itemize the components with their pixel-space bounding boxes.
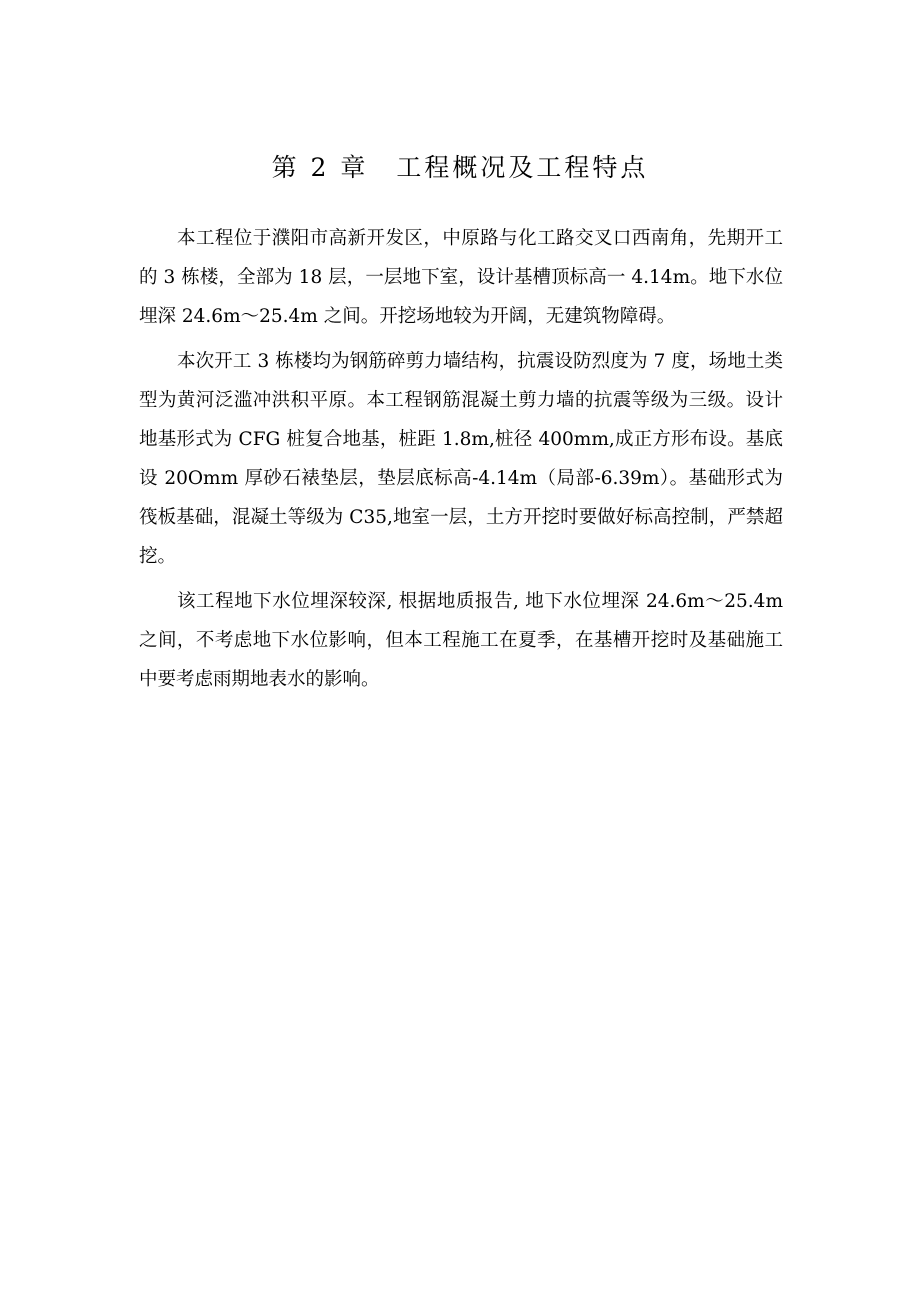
chapter-title: 第 2 章 工程概况及工程特点 [271, 153, 649, 182]
paragraph-structure: 本次开工 3 栋楼均为钢筋碎剪力墙结构，抗震设防烈度为 7 度，场地土类型为黄河泛滥冲洪积平原。本工程钢筋混凝土剪力墙的抗震等级为三级。设计地基形式为 CFG 桩复合地基，桩距 1.8m,桩径 400mm,成正方形布设。基底设 20Omm 厚砂石裱垫层，垫层底标高-4.14m（局部-6.39m）。基础形式为筏板基础，混凝土等级为 C35,地室一层，土方开挖时要做好标高控制，严禁超挖。 [139, 351, 783, 567]
body-text [139, 219, 783, 705]
paragraph-groundwater: 该工程地下水位埋深较深, 根据地质报告, 地下水位埋深 24.6m～25.4m 之间，不考虑地下水位影响，但本工程施工在夏季，在基槽开挖时及基础施工中要考虑雨期地表水的影响。 [139, 591, 783, 690]
paragraph-project-location: 本工程位于濮阳市高新开发区，中原路与化工路交叉口西南角，先期开工的 3 栋楼，全部为 18 层，一层地下室，设计基槽顶标高一 4.14m。地下水位埋深 24.6m～25.4m 之间。开挖场地较为开阔，无建筑物障碍。 [139, 228, 783, 327]
